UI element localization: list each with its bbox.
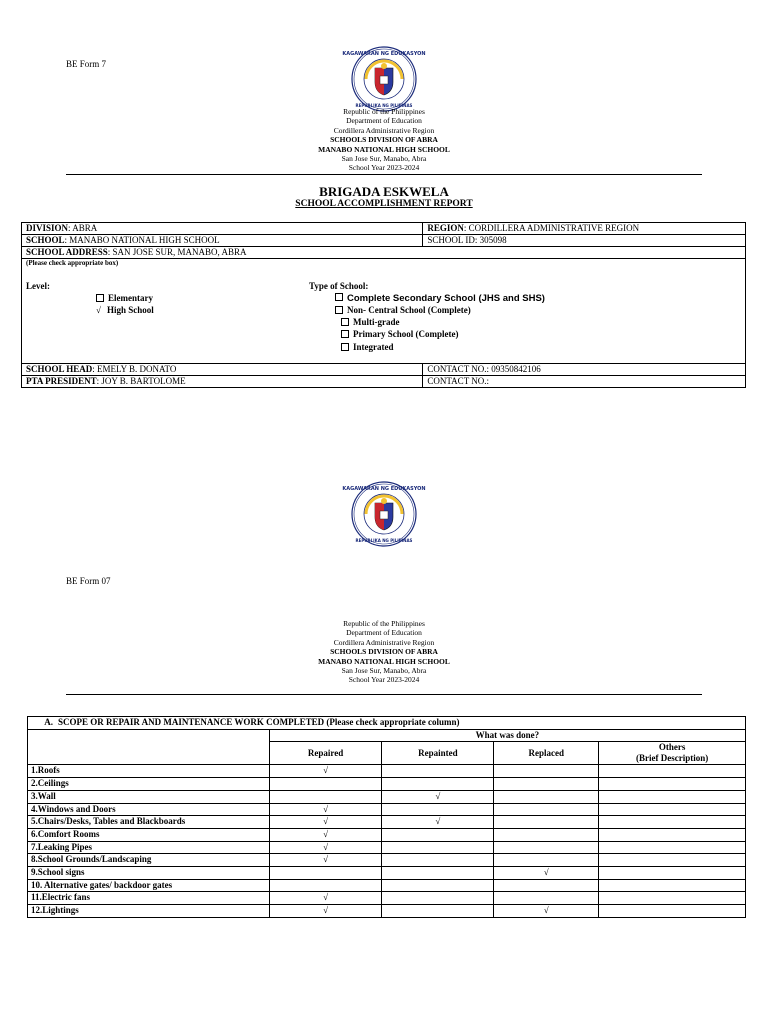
checkmark-icon: √ [435, 790, 441, 801]
report-subtitle: SCHOOL ACCOMPLISHMENT REPORT [295, 199, 473, 209]
item-label: 7.Leaking Pipes [28, 841, 270, 854]
table-row [28, 879, 746, 892]
check-cell[interactable] [269, 905, 382, 918]
header-line: San Jose Sur, Manabo, Abra [341, 154, 427, 164]
address-label: SCHOOL ADDRESS [26, 247, 108, 257]
check-cell[interactable] [382, 905, 494, 918]
item-header-cell [28, 729, 270, 765]
type-multigrade-label: Multi-grade [353, 317, 400, 327]
check-cell[interactable] [494, 778, 599, 791]
check-cell[interactable] [494, 905, 599, 918]
checkmark-icon: √ [323, 854, 329, 865]
region-cell [423, 223, 746, 235]
check-cell[interactable] [382, 816, 494, 829]
check-cell[interactable] [599, 867, 746, 880]
item-label: 5.Chairs/Desks, Tables and Blackboards [28, 816, 270, 829]
school-id-cell: SCHOOL ID: 305098 [423, 235, 746, 247]
item-label: 3.Wall [28, 790, 270, 803]
division-label: DIVISION [26, 223, 69, 233]
header-line: School Year 2023-2024 [348, 675, 420, 685]
letterhead [0, 107, 768, 173]
item-label: 11.Electric fans [28, 892, 270, 905]
col-replaced-header: Replaced [494, 742, 599, 765]
type-integrated-option[interactable] [341, 342, 394, 353]
pta-cell [22, 376, 423, 388]
table-row [28, 854, 746, 867]
check-cell[interactable] [494, 854, 599, 867]
letterhead [0, 619, 768, 685]
header-line: SCHOOLS DIVISION OF ABRA [330, 135, 438, 145]
checkmark-icon: √ [435, 816, 441, 827]
table-row [28, 841, 746, 854]
level-type-cell [22, 259, 746, 364]
pta-contact-cell: CONTACT NO.: [423, 376, 746, 388]
check-cell[interactable] [382, 828, 494, 841]
check-cell[interactable] [269, 790, 382, 803]
checkmark-icon: √ [543, 905, 549, 916]
level-label: Level: [26, 281, 50, 291]
region-label: REGION [427, 223, 464, 233]
item-label: 12.Lightings [28, 905, 270, 918]
check-cell[interactable] [494, 816, 599, 829]
check-cell[interactable] [494, 867, 599, 880]
check-cell[interactable] [382, 765, 494, 778]
check-cell[interactable] [269, 841, 382, 854]
check-cell[interactable] [269, 803, 382, 816]
table-row [28, 905, 746, 918]
check-cell[interactable] [494, 803, 599, 816]
what-done-header: What was done? [269, 729, 745, 742]
report-title: BRIGADA ESKWELA [319, 184, 449, 199]
school-head-label: SCHOOL HEAD [26, 364, 93, 374]
check-cell[interactable] [494, 892, 599, 905]
check-cell[interactable] [599, 841, 746, 854]
address-cell [22, 247, 746, 259]
checkmark-icon: √ [323, 905, 329, 916]
region-value: : CORDILLERA ADMINISTRATIVE REGION [463, 223, 640, 233]
checkmark-icon: √ [323, 841, 329, 852]
type-primary-label: Primary School (Complete) [353, 329, 459, 339]
check-cell[interactable] [494, 879, 599, 892]
svg-text:REPUBLIKA NG PILIPINAS: REPUBLIKA NG PILIPINAS [355, 103, 413, 108]
check-note: (Please check appropriate box) [26, 259, 119, 267]
check-cell[interactable] [599, 803, 746, 816]
checkbox-icon[interactable] [341, 318, 349, 326]
check-cell[interactable] [269, 879, 382, 892]
check-cell[interactable] [269, 867, 382, 880]
table-row [28, 803, 746, 816]
col-repainted-header: Repainted [382, 742, 494, 765]
school-label: SCHOOL [26, 235, 65, 245]
table-row [28, 867, 746, 880]
check-cell[interactable] [599, 905, 746, 918]
table-row [28, 765, 746, 778]
checkbox-icon[interactable] [341, 330, 349, 338]
header-line: Cordillera Administrative Region [333, 637, 435, 647]
item-label: 2.Ceilings [28, 778, 270, 791]
type-multigrade-option[interactable] [341, 317, 400, 328]
checkbox-icon[interactable] [96, 294, 104, 302]
scope-table [27, 716, 746, 918]
type-non-central-option[interactable] [335, 305, 471, 316]
item-label: 8.School Grounds/Landscaping [28, 854, 270, 867]
check-cell[interactable] [269, 765, 382, 778]
school-head-cell [22, 364, 423, 376]
address-value: : SAN JOSE SUR, MANABO, ABRA [107, 247, 247, 257]
check-cell[interactable] [382, 854, 494, 867]
type-complete-secondary-label: Complete Secondary School (JHS and SHS) [347, 293, 545, 304]
type-complete-secondary-option[interactable] [335, 293, 545, 304]
checkmark-icon: √ [323, 828, 329, 839]
check-cell[interactable] [269, 778, 382, 791]
type-label: Type of School: [309, 281, 369, 291]
check-cell[interactable] [494, 765, 599, 778]
check-cell[interactable] [494, 790, 599, 803]
type-non-central-label: Non- Central School (Complete) [347, 305, 471, 315]
school-head-value: : EMELY B. DONATO [92, 364, 177, 374]
check-cell[interactable] [269, 828, 382, 841]
checkbox-icon[interactable] [341, 343, 349, 351]
check-cell[interactable] [382, 892, 494, 905]
check-cell[interactable] [599, 765, 746, 778]
checkmark-icon: √ [543, 867, 549, 878]
header-line: Republic of the Philippines [343, 619, 425, 628]
checkbox-icon[interactable] [335, 293, 343, 301]
checkmark-icon: √ [323, 892, 329, 903]
item-label: 4.Windows and Doors [28, 803, 270, 816]
division-cell [22, 223, 423, 235]
header-line: MANABO NATIONAL HIGH SCHOOL [318, 144, 450, 154]
checkbox-icon[interactable] [335, 306, 343, 314]
header-line: Republic of the Philippines [343, 107, 425, 116]
check-cell[interactable] [382, 867, 494, 880]
check-cell[interactable] [269, 892, 382, 905]
scope-heading-text: SCOPE OR REPAIR AND MAINTENANCE WORK COMPLETED (Please check appropriate column) [58, 717, 460, 727]
level-highschool-option[interactable] [96, 305, 154, 316]
header-line: San Jose Sur, Manabo, Abra [341, 666, 427, 676]
divider [66, 694, 702, 695]
type-integrated-label: Integrated [353, 342, 394, 352]
checkmark-icon: √ [323, 816, 329, 827]
check-cell[interactable] [269, 816, 382, 829]
check-cell[interactable] [382, 790, 494, 803]
table-row [28, 816, 746, 829]
level-elementary-label: Elementary [108, 293, 153, 303]
check-cell[interactable] [599, 879, 746, 892]
check-cell[interactable] [382, 879, 494, 892]
check-cell[interactable] [599, 790, 746, 803]
check-cell[interactable] [382, 778, 494, 791]
level-highschool-label: High School [107, 305, 154, 315]
form-label: BE Form 07 [66, 576, 111, 586]
svg-text:KAGAWARAN NG EDUKASYON: KAGAWARAN NG EDUKASYON [342, 51, 426, 57]
check-cell[interactable] [599, 816, 746, 829]
level-elementary-option[interactable] [96, 293, 153, 304]
check-cell[interactable] [494, 841, 599, 854]
item-label: 9.School signs [28, 867, 270, 880]
svg-text:KAGAWARAN NG EDUKASYON: KAGAWARAN NG EDUKASYON [342, 486, 426, 492]
check-cell[interactable] [599, 854, 746, 867]
school-head-contact-cell: CONTACT NO.: 09350842106 [423, 364, 746, 376]
scope-rows [28, 765, 746, 917]
deped-seal-icon [342, 481, 426, 552]
pta-label: PTA PRESIDENT [26, 376, 97, 386]
svg-text:REPUBLIKA NG PILIPINAS: REPUBLIKA NG PILIPINAS [355, 538, 413, 543]
check-cell[interactable] [599, 828, 746, 841]
check-cell[interactable] [382, 803, 494, 816]
header-line: MANABO NATIONAL HIGH SCHOOL [318, 656, 450, 666]
form-label: BE Form 7 [66, 59, 107, 69]
division-value: : ABRA [68, 223, 98, 233]
header-line: Cordillera Administrative Region [333, 125, 435, 135]
header-line: Department of Education [346, 628, 422, 638]
table-row [28, 790, 746, 803]
scope-heading [28, 717, 746, 730]
school-info-table [21, 222, 746, 388]
check-cell[interactable] [269, 854, 382, 867]
table-row [28, 778, 746, 791]
check-cell[interactable] [494, 828, 599, 841]
item-label: 1.Roofs [28, 765, 270, 778]
checkmark-icon: √ [323, 765, 329, 776]
item-label: 6.Comfort Rooms [28, 828, 270, 841]
table-row [28, 828, 746, 841]
school-value: : MANABO NATIONAL HIGH SCHOOL [64, 235, 220, 245]
school-cell [22, 235, 423, 247]
header-line: SCHOOLS DIVISION OF ABRA [330, 647, 438, 657]
checkmark-icon: √ [323, 803, 329, 814]
item-label: 10. Alternative gates/ backdoor gates [28, 879, 270, 892]
checkmark-icon: √ [96, 305, 101, 315]
header-line: School Year 2023-2024 [348, 163, 420, 173]
check-cell[interactable] [382, 841, 494, 854]
check-cell[interactable] [599, 892, 746, 905]
scope-heading-prefix: A. [44, 717, 53, 727]
header-line: Department of Education [346, 116, 422, 126]
table-row [28, 892, 746, 905]
divider [66, 174, 702, 175]
col-repaired-header: Repaired [269, 742, 382, 765]
pta-value: : JOY B. BARTOLOME [96, 376, 186, 386]
check-cell[interactable] [599, 778, 746, 791]
type-primary-option[interactable] [341, 329, 458, 340]
col-others-header: Others (Brief Description) [599, 742, 746, 765]
